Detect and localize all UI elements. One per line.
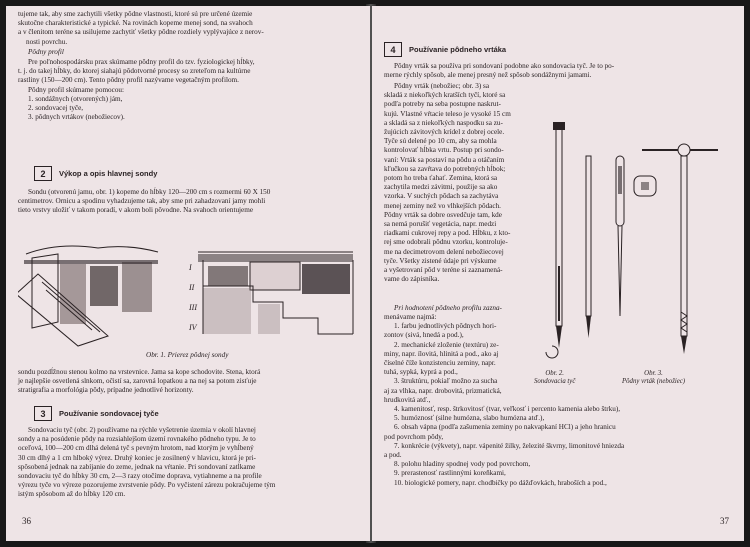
sounding-rod-drawing (546, 122, 591, 358)
section-title: Používanie sondovacej tyče (59, 409, 159, 418)
section-number: 3 (34, 406, 52, 421)
section-4-intro: Pôdny vrták sa používa pri sondovaní podobne ako sondovacia tyč. Je to po- merne rýchly spôsob, ale menej presný než spôsob sondážnymi jamami. (384, 62, 615, 80)
pit-cross-section (188, 252, 353, 334)
profile-heading: Pôdny profil (28, 48, 64, 56)
section-number: 4 (384, 42, 402, 57)
horizon-label: I (189, 263, 192, 272)
section-title: Výkop a opis hlavnej sondy (59, 169, 158, 178)
soil-pit-figure (18, 224, 363, 349)
evaluation-intro: Pri hodnotení pôdneho profilu zazna- (394, 304, 502, 312)
section-2-paragraph: Sondu (otvorenú jamu, obr. 1) kopeme do hĺbky 120—200 cm s rozmermi 60 X 150 centimetrov. Ornicu a spodinu vyhadzujeme tak, aby sme pri zahadzovaní jamy mohli tieto vrstvy uložiť v takom poradí, v akom boli pôvodne. Na svahoch orientujeme (18, 188, 271, 215)
section-2-heading (34, 166, 157, 181)
horizon-label: IV (189, 323, 197, 332)
after-figure-paragraph: sondu pozdĺžnou stenou kolmo na vrstevnice. Jama sa kope schodovite. Stena, ktorá je najlepšie osvetlená slnkom, očistí sa, zarovná lopatkou a na nej sa potom zisťuje stratigrafia a morfológia pôdy, prípadne jednotlivé horizonty. (18, 368, 261, 395)
horizon-label: II (189, 283, 195, 292)
section-4-heading (384, 42, 506, 57)
figure-3-caption: Obr. 3. Pôdny vrták (nebožiec) (622, 370, 686, 385)
intro-paragraph: tujeme tak, aby sme zachytili všetky pôdne vlastnosti, ktoré sú pre určené územie skutočne charakteristické a typické. Na rovinách kopeme menej sond, na svahoch a v členitom teréne sa usilujeme zachytiť všetky pôdne rozdiely vyplývajúce z nerov- nosti povrchu. (18, 10, 264, 46)
pit-perspective-drawing (18, 246, 158, 346)
tools-figure (538, 116, 738, 371)
section-3-paragraph: Sondovaciu tyč (obr. 2) používame na rýchle vyšetrenie územia v okolí hlavnej sondy a na posúdenie pôdy na rozsiahlejšom území rovnakého pôdneho typu. Je to oceľová, 100—200 cm dlhá delená tyč s pevným hrotom, nad ktorým je vyhĺbený 30 cm dlhý a 1 cm hlboký výrez. Druhý koniec je zosilnený v hlavicu, ktorá je pri- spôsobená jednak na zabíjanie do zeme, jednak na vŕtanie. Pri sondovaní zatĺkame sondovaciu tyč do hĺbky 30 cm, 2—3 razy otočíme doprava, vytiahneme a na profile výrezu tyče vo výreze pozorujeme zvrstvenie pôdy. Po vyčistení zárezu pokračujeme tým istým spôsobom až do hĺbky 120 cm. (18, 426, 276, 499)
left-page (6, 6, 370, 541)
evaluation-list: menávame najmä: 1. farbu jednotlivých pôdnych hori- zontov (sivá, hnedá a pod.), 2. mechanické zloženie (textúru) ze- miny, napr. ílovitá, hlinitá a pod., ako aj číselné číže konzistenciu zeminy, napr. tuhá, sypká, kyprá a pod., 3. štruktúru, pokiaľ možno za sucha aj za vlhka, napr. drobovitá, prizmatická, hrudkovitá atď., 4. kamenitosť, resp. štrkovitosť (tvar, veľkosť i percento kamenia alebo štrku), 5. humóznosť (silne humózna, slabo humózna atď.), 6. obsah vápna (podľa zašumenia zeminy po nakvapkaní HCl) a jeho hranicu pod povrchom pôdy, 7. konkrécie (výkvety), napr. vápenité žilky, železité škvrny, limonitové hniezda a pod. 8. polohu hladiny spodnej vody pod povrchom, 9. prerastenosť rastlinnými koreňkami, 10. biologické pomery, napr. chodbičky po dážďovkách, hraboších a pod., (384, 313, 625, 487)
soil-auger-drawing (616, 144, 718, 354)
section-3-heading (34, 406, 159, 421)
section-number: 2 (34, 166, 52, 181)
section-title: Používanie pôdneho vrtáka (409, 45, 507, 54)
figure-2-caption: Obr. 2. Sondovacia tyč (534, 370, 576, 385)
profile-paragraph: Pre poľnohospodársku prax skúmame pôdny profil do tzv. fyziologickej hĺbky, t. j. do takej hĺbky, do ktorej siahajú pôdotvorné procesy so zreteľom na kultúrne rastliny (150—200 cm). Tento pôdny profil nazývame vegetačným profilom. Pôdny profil skúmame pomocou: 1. sondážnych (otvorených) jám, 2. sondovacej tyče, 3. pôdnych vrtákov (nebožiecov). (18, 58, 255, 122)
figure-1-caption: Obr. 1. Prierez pôdnej sondy (146, 351, 229, 359)
page-number: 37 (720, 516, 729, 526)
right-page (372, 6, 744, 541)
page-number: 36 (22, 516, 31, 526)
section-4-paragraph: Pôdny vrták (nebožiec; obr. 3) sa skladá z niekoľkých kratších tyčí, ktoré sa podľa potreby na seba postupne naskrut- kujú. Vlastné vŕtacie teleso je vysoké 15 cm a skladá sa z niekoľkých naspodku sa zu- žujúcich závitových krídel z dobrej ocele. Tyče sú delené po 10 cm, aby sa mohla kontrolovať hĺbka vrtu. Postup pri sondo- vaní: Vrták sa postaví na pôdu a otáčaním kľučkou sa zavŕtava do potrebných hĺbok; potom ho treba ťahať. Zemina, ktorá sa zachytila medzi závitmi, použije sa ako vzorka. V suchých pôdach sa zachytáva menej zeminy než vo vlhkejších pôdach. Pôdny vrták sa dobre osvedčuje tam, kde sa nemá porušiť vegetácia, napr. medzi riadkami cukrovej repy a pod. Hĺbku, z kto- rej sme odobrali pôdnu vzorku, kontroluje- me na decimetrovom delení nebožiecovej tyče. Všetky zistené údaje pri výskume a vyšetrovaní pôd v teréne si zaznamená- vame do zápisníka. (384, 82, 511, 284)
horizon-label: III (189, 303, 197, 312)
